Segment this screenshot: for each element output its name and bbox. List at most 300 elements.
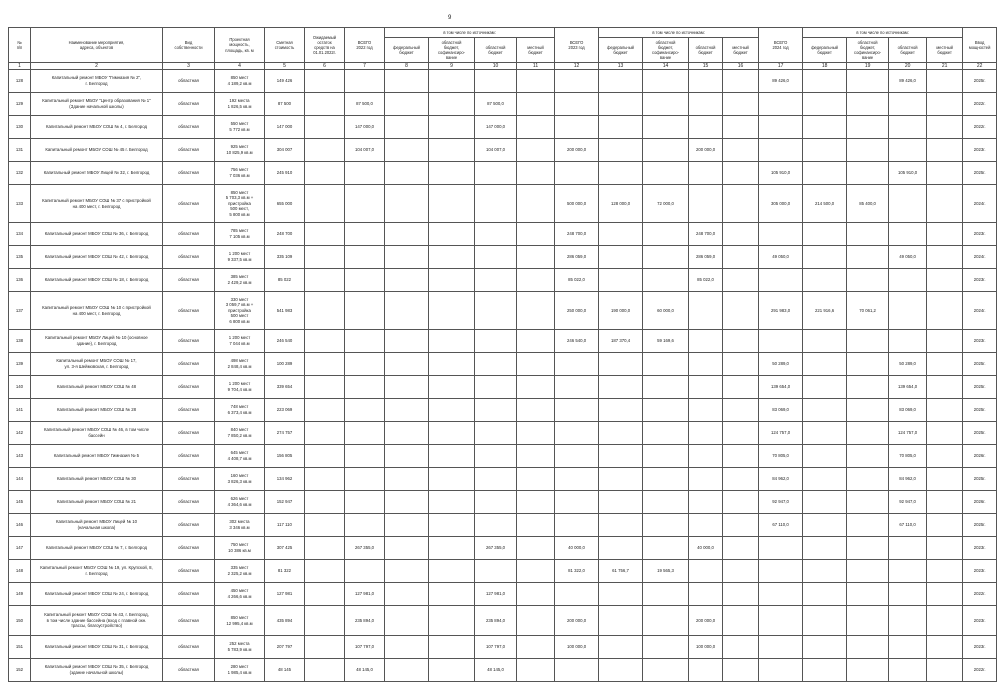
local-2023-cell — [723, 93, 759, 116]
federal-2023-cell: 61 756,7 — [599, 560, 643, 583]
regional-cofin-2022-cell — [429, 491, 475, 514]
row-number: 142 — [9, 422, 31, 445]
object-name: Капитальный ремонт МБОУ Лицей № 10 (основное здание), г. Белгород — [31, 330, 163, 353]
table-row — [9, 330, 997, 353]
column-number: 7 — [345, 63, 385, 70]
remaining-cell — [305, 659, 345, 682]
regional-cofin-2024-cell — [847, 491, 889, 514]
local-2022-cell — [517, 491, 555, 514]
local-2023-cell — [723, 537, 759, 560]
row-number: 132 — [9, 162, 31, 185]
object-name: Капитальный ремонт МБОУ СОШ № 18, г. Белгород — [31, 269, 163, 292]
regional-cofin-2022-cell — [429, 353, 475, 376]
local-2022-cell — [517, 185, 555, 223]
local-2023-cell — [723, 223, 759, 246]
column-number: 20 — [889, 63, 927, 70]
estimate-cell: 100 289 — [265, 353, 305, 376]
column-number: 19 — [847, 63, 889, 70]
remaining-cell — [305, 636, 345, 659]
header-total-2022: ВСЕГО 2022 год — [345, 28, 385, 63]
local-2023-cell — [723, 468, 759, 491]
total-2022-cell: 48 145,0 — [345, 659, 385, 682]
estimate-cell: 152 947 — [265, 491, 305, 514]
header-regional: областной бюджет — [889, 38, 927, 63]
regional-cofin-2022-cell — [429, 445, 475, 468]
federal-2023-cell — [599, 583, 643, 606]
table-row — [9, 606, 997, 636]
total-2023-cell — [555, 93, 599, 116]
regional-2022-cell — [475, 185, 517, 223]
federal-2024-cell — [803, 93, 847, 116]
ownership-cell: областная — [163, 560, 215, 583]
commission-year-cell: 2025г. — [963, 162, 997, 185]
row-number: 149 — [9, 583, 31, 606]
capacity-cell: 160 мест 3 826,3 кв.м — [215, 468, 265, 491]
local-2022-cell — [517, 606, 555, 636]
table-row — [9, 514, 997, 537]
ownership-cell: областная — [163, 269, 215, 292]
commission-year-cell: 2022г. — [963, 93, 997, 116]
regional-cofin-2024-cell — [847, 468, 889, 491]
regional-cofin-2023-cell — [643, 70, 689, 93]
federal-2022-cell — [385, 399, 429, 422]
object-name: Капитальный ремонт МБОУ СОШ № 46, в том числе бассейн — [31, 422, 163, 445]
table-row — [9, 185, 997, 223]
estimate-cell: 156 805 — [265, 445, 305, 468]
local-2023-cell — [723, 445, 759, 468]
regional-2023-cell: 248 700,0 — [689, 223, 723, 246]
regional-cofin-2023-cell — [643, 583, 689, 606]
ownership-cell: областная — [163, 636, 215, 659]
federal-2022-cell — [385, 139, 429, 162]
ownership-cell: областная — [163, 376, 215, 399]
column-number: 11 — [517, 63, 555, 70]
commission-year-cell: 2023г. — [963, 330, 997, 353]
regional-cofin-2022-cell — [429, 422, 475, 445]
total-2023-cell: 250 000,0 — [555, 292, 599, 330]
object-name: Капитальный ремонт МБОУ СОШ № 21 — [31, 491, 163, 514]
total-2023-cell — [555, 353, 599, 376]
total-2024-cell — [759, 560, 803, 583]
table-row — [9, 422, 997, 445]
federal-2024-cell — [803, 399, 847, 422]
regional-cofin-2024-cell — [847, 353, 889, 376]
ownership-cell: областная — [163, 353, 215, 376]
federal-2022-cell — [385, 292, 429, 330]
local-2024-cell — [927, 246, 963, 269]
federal-2022-cell — [385, 583, 429, 606]
regional-cofin-2023-cell — [643, 659, 689, 682]
object-name: Капитальный ремонт МБОУ "Центр образования № 1" (Здание начальной школы) — [31, 93, 163, 116]
row-number: 138 — [9, 330, 31, 353]
row-number: 143 — [9, 445, 31, 468]
column-number: 6 — [305, 63, 345, 70]
ownership-cell: областная — [163, 445, 215, 468]
total-2024-cell: 139 654,0 — [759, 376, 803, 399]
table-row — [9, 560, 997, 583]
regional-cofin-2024-cell — [847, 514, 889, 537]
regional-2023-cell: 286 059,0 — [689, 246, 723, 269]
regional-cofin-2023-cell: 59 169,6 — [643, 330, 689, 353]
remaining-cell — [305, 269, 345, 292]
estimate-cell: 117 110 — [265, 514, 305, 537]
table-row — [9, 246, 997, 269]
regional-cofin-2022-cell — [429, 223, 475, 246]
capacity-cell: 645 мест 4 408,7 кв.м — [215, 445, 265, 468]
total-2022-cell — [345, 246, 385, 269]
regional-2023-cell — [689, 292, 723, 330]
regional-2024-cell: 70 805,0 — [889, 445, 927, 468]
regional-cofin-2024-cell — [847, 162, 889, 185]
capacity-cell: 756 мест 7 036 кв.м — [215, 162, 265, 185]
local-2023-cell — [723, 491, 759, 514]
regional-cofin-2024-cell — [847, 537, 889, 560]
local-2024-cell — [927, 491, 963, 514]
regional-2024-cell — [889, 93, 927, 116]
capacity-cell: 450 мест 4 266,6 кв.м — [215, 583, 265, 606]
regional-cofin-2023-cell: 60 000,0 — [643, 292, 689, 330]
object-name: Капитальный ремонт МБОУ Лицей № 10 (начальная школа) — [31, 514, 163, 537]
total-2022-cell — [345, 560, 385, 583]
capacity-cell: 748 мест 6 373,4 кв.м — [215, 399, 265, 422]
total-2024-cell — [759, 93, 803, 116]
commission-year-cell: 2023г. — [963, 269, 997, 292]
estimate-cell: 246 540 — [265, 330, 305, 353]
header-total-2023: ВСЕГО 2023 год — [555, 28, 599, 63]
table-row — [9, 162, 997, 185]
total-2023-cell — [555, 491, 599, 514]
header-local: местный бюджет — [723, 38, 759, 63]
table-row — [9, 659, 997, 682]
remaining-cell — [305, 560, 345, 583]
regional-cofin-2024-cell — [847, 560, 889, 583]
local-2024-cell — [927, 330, 963, 353]
total-2023-cell — [555, 399, 599, 422]
estimate-cell: 541 983 — [265, 292, 305, 330]
header-local: местный бюджет — [517, 38, 555, 63]
federal-2022-cell — [385, 445, 429, 468]
table-row — [9, 445, 997, 468]
regional-2022-cell — [475, 292, 517, 330]
total-2023-cell — [555, 514, 599, 537]
total-2024-cell: 67 110,0 — [759, 514, 803, 537]
table-row — [9, 537, 997, 560]
column-number: 4 — [215, 63, 265, 70]
capacity-cell: 550 мест 5 772 кв.м — [215, 116, 265, 139]
page-number: 9 — [448, 15, 452, 21]
regional-2022-cell: 235 894,0 — [475, 606, 517, 636]
local-2023-cell — [723, 583, 759, 606]
local-2024-cell — [927, 606, 963, 636]
table-row — [9, 399, 997, 422]
regional-cofin-2022-cell — [429, 139, 475, 162]
federal-2023-cell — [599, 468, 643, 491]
federal-2023-cell — [599, 269, 643, 292]
federal-2024-cell — [803, 468, 847, 491]
regional-cofin-2024-cell — [847, 70, 889, 93]
total-2023-cell: 200 000,0 — [555, 606, 599, 636]
header-commission: Ввод мощностей — [963, 28, 997, 63]
local-2023-cell — [723, 162, 759, 185]
object-name: Капитальный ремонт МБОУ "Гимназия № 2", г. Белгород — [31, 70, 163, 93]
regional-2023-cell — [689, 116, 723, 139]
remaining-cell — [305, 445, 345, 468]
table-row — [9, 139, 997, 162]
federal-2024-cell — [803, 330, 847, 353]
ownership-cell: областная — [163, 422, 215, 445]
federal-2023-cell — [599, 223, 643, 246]
local-2022-cell — [517, 468, 555, 491]
regional-2024-cell: 89 426,0 — [889, 70, 927, 93]
remaining-cell — [305, 116, 345, 139]
total-2024-cell — [759, 223, 803, 246]
local-2022-cell — [517, 223, 555, 246]
local-2022-cell — [517, 292, 555, 330]
local-2024-cell — [927, 583, 963, 606]
federal-2023-cell: 128 000,0 — [599, 185, 643, 223]
regional-2024-cell — [889, 659, 927, 682]
local-2022-cell — [517, 376, 555, 399]
local-2023-cell — [723, 353, 759, 376]
remaining-cell — [305, 93, 345, 116]
estimate-cell: 85 022 — [265, 269, 305, 292]
commission-year-cell: 2024г. — [963, 185, 997, 223]
federal-2023-cell: 190 000,0 — [599, 292, 643, 330]
regional-2022-cell: 267 355,0 — [475, 537, 517, 560]
object-name: Капитальный ремонт МБОУ СОШ № 19, ул. Крупской, 8, г. Белгород — [31, 560, 163, 583]
estimate-cell: 87 500 — [265, 93, 305, 116]
estimate-cell: 339 654 — [265, 376, 305, 399]
regional-cofin-2022-cell — [429, 468, 475, 491]
ownership-cell: областная — [163, 468, 215, 491]
regional-2022-cell — [475, 246, 517, 269]
header-federal: федеральный бюджет — [599, 38, 643, 63]
regional-2023-cell — [689, 583, 723, 606]
commission-year-cell: 2023г. — [963, 223, 997, 246]
total-2024-cell: 84 962,0 — [759, 468, 803, 491]
local-2024-cell — [927, 514, 963, 537]
federal-2024-cell: 221 916,6 — [803, 292, 847, 330]
row-number: 139 — [9, 353, 31, 376]
column-number: 16 — [723, 63, 759, 70]
federal-2023-cell — [599, 514, 643, 537]
object-name: Капитальный ремонт МБОУ Лицей № 32, г. Белгород — [31, 162, 163, 185]
commission-year-cell: 2025г. — [963, 376, 997, 399]
federal-2022-cell — [385, 353, 429, 376]
local-2024-cell — [927, 399, 963, 422]
total-2024-cell: 50 289,0 — [759, 353, 803, 376]
header-ownership: Вид собственности — [163, 28, 215, 63]
regional-2023-cell — [689, 468, 723, 491]
column-number: 18 — [803, 63, 847, 70]
regional-2022-cell: 147 000,0 — [475, 116, 517, 139]
row-number: 141 — [9, 399, 31, 422]
local-2022-cell — [517, 560, 555, 583]
total-2023-cell: 246 540,0 — [555, 330, 599, 353]
object-name: Капитальный ремонт МБОУ СОШ № 43, г. Белгород, в том числе здание бассейна (вход с главной окн. трассы, благоустройство) — [31, 606, 163, 636]
federal-2023-cell — [599, 353, 643, 376]
regional-cofin-2024-cell — [847, 269, 889, 292]
local-2022-cell — [517, 116, 555, 139]
remaining-cell — [305, 468, 345, 491]
federal-2022-cell — [385, 116, 429, 139]
regional-cofin-2023-cell — [643, 376, 689, 399]
regional-2023-cell — [689, 491, 723, 514]
regional-cofin-2022-cell — [429, 269, 475, 292]
regional-cofin-2023-cell — [643, 162, 689, 185]
column-number-row — [9, 63, 997, 70]
local-2022-cell — [517, 330, 555, 353]
row-number: 148 — [9, 560, 31, 583]
federal-2022-cell — [385, 376, 429, 399]
row-number: 151 — [9, 636, 31, 659]
local-2024-cell — [927, 376, 963, 399]
estimate-cell: 134 962 — [265, 468, 305, 491]
federal-2024-cell — [803, 560, 847, 583]
regional-2024-cell — [889, 116, 927, 139]
total-2022-cell: 87 500,0 — [345, 93, 385, 116]
total-2024-cell — [759, 606, 803, 636]
table-row — [9, 70, 997, 93]
federal-2022-cell — [385, 330, 429, 353]
column-number: 13 — [599, 63, 643, 70]
federal-2024-cell — [803, 116, 847, 139]
regional-2022-cell — [475, 491, 517, 514]
total-2024-cell: 291 983,0 — [759, 292, 803, 330]
regional-2022-cell: 104 007,0 — [475, 139, 517, 162]
local-2024-cell — [927, 292, 963, 330]
capacity-cell: 192 места 1 826,5 кв.м — [215, 93, 265, 116]
object-name: Капитальный ремонт МБОУ СОШ № 35, г. Белгород (здание начальной школы) — [31, 659, 163, 682]
estimate-cell: 304 007 — [265, 139, 305, 162]
regional-2024-cell: 83 069,0 — [889, 399, 927, 422]
capacity-cell: 750 мест 10 386 кв.м — [215, 537, 265, 560]
regional-cofin-2023-cell — [643, 269, 689, 292]
regional-2022-cell — [475, 399, 517, 422]
remaining-cell — [305, 376, 345, 399]
regional-cofin-2022-cell — [429, 606, 475, 636]
local-2022-cell — [517, 269, 555, 292]
total-2024-cell: 70 805,0 — [759, 445, 803, 468]
row-number: 136 — [9, 269, 31, 292]
estimate-cell: 435 894 — [265, 606, 305, 636]
local-2024-cell — [927, 422, 963, 445]
commission-year-cell: 2022г. — [963, 116, 997, 139]
regional-2022-cell — [475, 445, 517, 468]
regional-cofin-2024-cell — [847, 583, 889, 606]
local-2022-cell — [517, 514, 555, 537]
estimate-cell: 149 426 — [265, 70, 305, 93]
regional-cofin-2024-cell — [847, 399, 889, 422]
remaining-cell — [305, 246, 345, 269]
row-number: 145 — [9, 491, 31, 514]
capacity-cell: 925 мест 10 825,9 кв.м — [215, 139, 265, 162]
commission-year-cell: 2023г. — [963, 560, 997, 583]
regional-2022-cell — [475, 376, 517, 399]
budget-table — [8, 27, 997, 682]
remaining-cell — [305, 514, 345, 537]
object-name: Капитальный ремонт МБОУ СОШ № 48 — [31, 376, 163, 399]
federal-2023-cell — [599, 139, 643, 162]
total-2022-cell — [345, 185, 385, 223]
regional-cofin-2024-cell — [847, 376, 889, 399]
federal-2022-cell — [385, 636, 429, 659]
regional-cofin-2024-cell — [847, 330, 889, 353]
header-sources-2023: в том числе по источникам: — [599, 28, 759, 38]
local-2024-cell — [927, 93, 963, 116]
ownership-cell: областная — [163, 116, 215, 139]
capacity-cell: 1 200 мест 9 704,4 кв.м — [215, 376, 265, 399]
regional-cofin-2023-cell — [643, 93, 689, 116]
regional-2022-cell: 87 500,0 — [475, 93, 517, 116]
header-sources-2022: в том числе по источникам: — [385, 28, 555, 38]
remaining-cell — [305, 330, 345, 353]
total-2022-cell — [345, 330, 385, 353]
local-2024-cell — [927, 659, 963, 682]
header-regional: областной бюджет — [689, 38, 723, 63]
regional-2024-cell — [889, 139, 927, 162]
total-2022-cell: 104 007,0 — [345, 139, 385, 162]
regional-2024-cell — [889, 269, 927, 292]
regional-cofin-2022-cell — [429, 292, 475, 330]
federal-2022-cell — [385, 93, 429, 116]
table-row — [9, 223, 997, 246]
regional-2023-cell — [689, 70, 723, 93]
local-2024-cell — [927, 185, 963, 223]
regional-2023-cell: 200 000,0 — [689, 606, 723, 636]
total-2024-cell: 124 757,0 — [759, 422, 803, 445]
header-federal: федеральный бюджет — [385, 38, 429, 63]
object-name: Капитальный ремонт МБОУ СОШ № 17, ул. 3-я Шеймовская, г. Белгород — [31, 353, 163, 376]
estimate-cell: 307 425 — [265, 537, 305, 560]
federal-2022-cell — [385, 468, 429, 491]
local-2022-cell — [517, 139, 555, 162]
regional-cofin-2022-cell — [429, 659, 475, 682]
table-row — [9, 269, 997, 292]
regional-cofin-2024-cell — [847, 93, 889, 116]
row-number: 147 — [9, 537, 31, 560]
regional-cofin-2022-cell — [429, 185, 475, 223]
regional-cofin-2023-cell — [643, 223, 689, 246]
total-2022-cell — [345, 468, 385, 491]
regional-2022-cell: 107 797,0 — [475, 636, 517, 659]
regional-cofin-2024-cell — [847, 139, 889, 162]
total-2024-cell: 105 910,0 — [759, 162, 803, 185]
regional-cofin-2023-cell — [643, 636, 689, 659]
remaining-cell — [305, 353, 345, 376]
local-2023-cell — [723, 606, 759, 636]
total-2022-cell — [345, 376, 385, 399]
total-2024-cell — [759, 537, 803, 560]
regional-cofin-2023-cell — [643, 537, 689, 560]
federal-2024-cell — [803, 514, 847, 537]
federal-2023-cell — [599, 93, 643, 116]
regional-2023-cell — [689, 560, 723, 583]
total-2023-cell — [555, 659, 599, 682]
regional-2022-cell — [475, 514, 517, 537]
ownership-cell: областная — [163, 330, 215, 353]
object-name: Капитальный ремонт МБОУ СОШ № 7, г. Белгород — [31, 537, 163, 560]
federal-2022-cell — [385, 246, 429, 269]
commission-year-cell: 2023г. — [963, 537, 997, 560]
federal-2022-cell — [385, 659, 429, 682]
regional-2024-cell: 50 289,0 — [889, 353, 927, 376]
regional-2022-cell: 127 981,0 — [475, 583, 517, 606]
total-2024-cell — [759, 659, 803, 682]
local-2024-cell — [927, 162, 963, 185]
total-2024-cell — [759, 139, 803, 162]
table-row — [9, 353, 997, 376]
